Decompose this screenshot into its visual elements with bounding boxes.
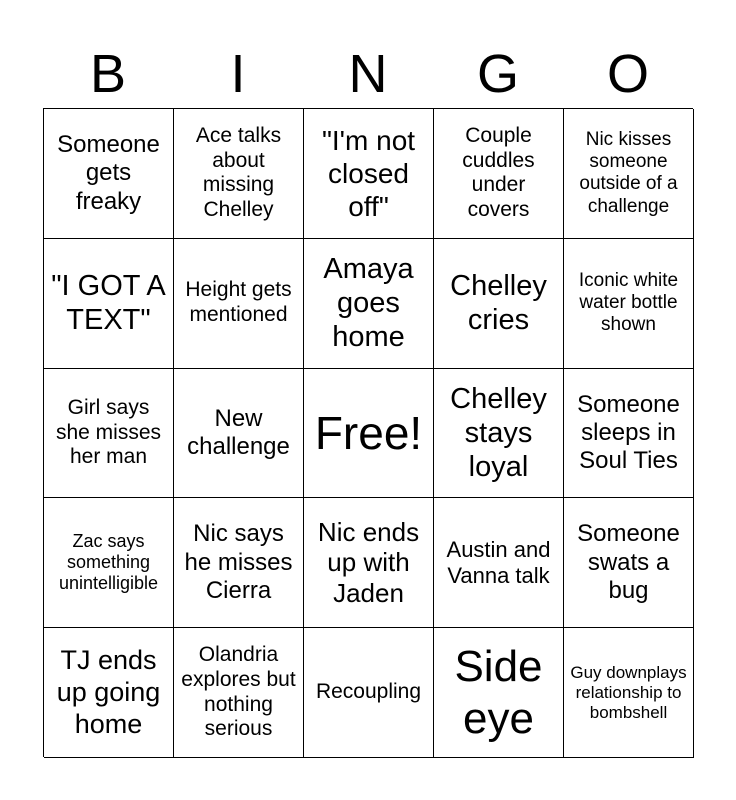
cell-text: Nic ends up with Jaden	[317, 516, 420, 609]
bingo-cell[interactable]	[174, 109, 304, 239]
cell-text: "I'm not closed off"	[321, 124, 416, 222]
header-letter-n: N	[348, 44, 388, 104]
bingo-cell[interactable]	[434, 239, 564, 369]
bingo-cell[interactable]	[44, 239, 174, 369]
header-letter-o: O	[606, 44, 649, 104]
bingo-cell[interactable]	[174, 498, 304, 628]
cell-text: Nic kisses someone outside of a challenge	[579, 128, 678, 217]
bingo-card-grid	[43, 108, 693, 757]
cell-text: "I GOT A TEXT"	[51, 269, 166, 337]
bingo-cell[interactable]	[304, 628, 434, 758]
bingo-cell[interactable]	[44, 369, 174, 499]
bingo-cell[interactable]	[564, 239, 694, 369]
bingo-cell[interactable]	[174, 239, 304, 369]
cell-text: Girl says she misses her man	[55, 395, 162, 469]
header-letter-b: B	[89, 44, 127, 104]
cell-text: Couple cuddles under covers	[462, 123, 535, 222]
cell-text: Olandria explores but nothing serious	[181, 643, 296, 741]
header-letter-g: G	[476, 44, 519, 104]
free-space-cell[interactable]	[304, 369, 434, 499]
bingo-cell[interactable]	[44, 628, 174, 758]
bingo-cell[interactable]	[174, 369, 304, 499]
bingo-cell[interactable]	[304, 239, 434, 369]
bingo-cell[interactable]	[564, 498, 694, 628]
cell-text: TJ ends up going home	[56, 644, 161, 739]
bingo-cell[interactable]	[434, 628, 564, 758]
cell-text: Chelley cries	[450, 269, 547, 337]
cell-text: New challenge	[187, 404, 290, 460]
bingo-header	[43, 40, 693, 108]
cell-text: Iconic white water bottle shown	[578, 269, 679, 336]
bingo-cell[interactable]	[44, 498, 174, 628]
bingo-cell[interactable]	[564, 628, 694, 758]
bingo-cell[interactable]	[174, 628, 304, 758]
bingo-cell[interactable]	[434, 369, 564, 499]
bingo-cell[interactable]	[304, 498, 434, 628]
cell-text: Side eye	[454, 641, 543, 743]
cell-text: Chelley stays loyal	[450, 382, 547, 484]
cell-text: Zac says something unintelligible	[58, 530, 159, 594]
bingo-cell[interactable]	[564, 369, 694, 499]
cell-text: Amaya goes home	[323, 252, 414, 354]
cell-text: Recoupling	[315, 680, 422, 704]
cell-text: Ace talks about missing Chelley	[195, 123, 282, 222]
bingo-cell[interactable]	[304, 109, 434, 239]
bingo-cell[interactable]	[434, 109, 564, 239]
cell-text: Height gets mentioned	[185, 278, 292, 327]
cell-text: Nic says he misses Cierra	[184, 520, 293, 604]
bingo-cell[interactable]	[434, 498, 564, 628]
cell-text: Free!	[314, 406, 423, 459]
bingo-cell[interactable]	[44, 109, 174, 239]
cell-text: Someone swats a bug	[577, 520, 680, 604]
cell-text: Someone gets freaky	[57, 130, 160, 215]
cell-text: Guy downplays relationship to bombshell	[570, 662, 687, 722]
cell-text: Austin and Vanna talk	[446, 536, 551, 588]
bingo-cell[interactable]	[564, 109, 694, 239]
header-letter-i: I	[230, 44, 246, 104]
cell-text: Someone sleeps in Soul Ties	[577, 390, 680, 475]
